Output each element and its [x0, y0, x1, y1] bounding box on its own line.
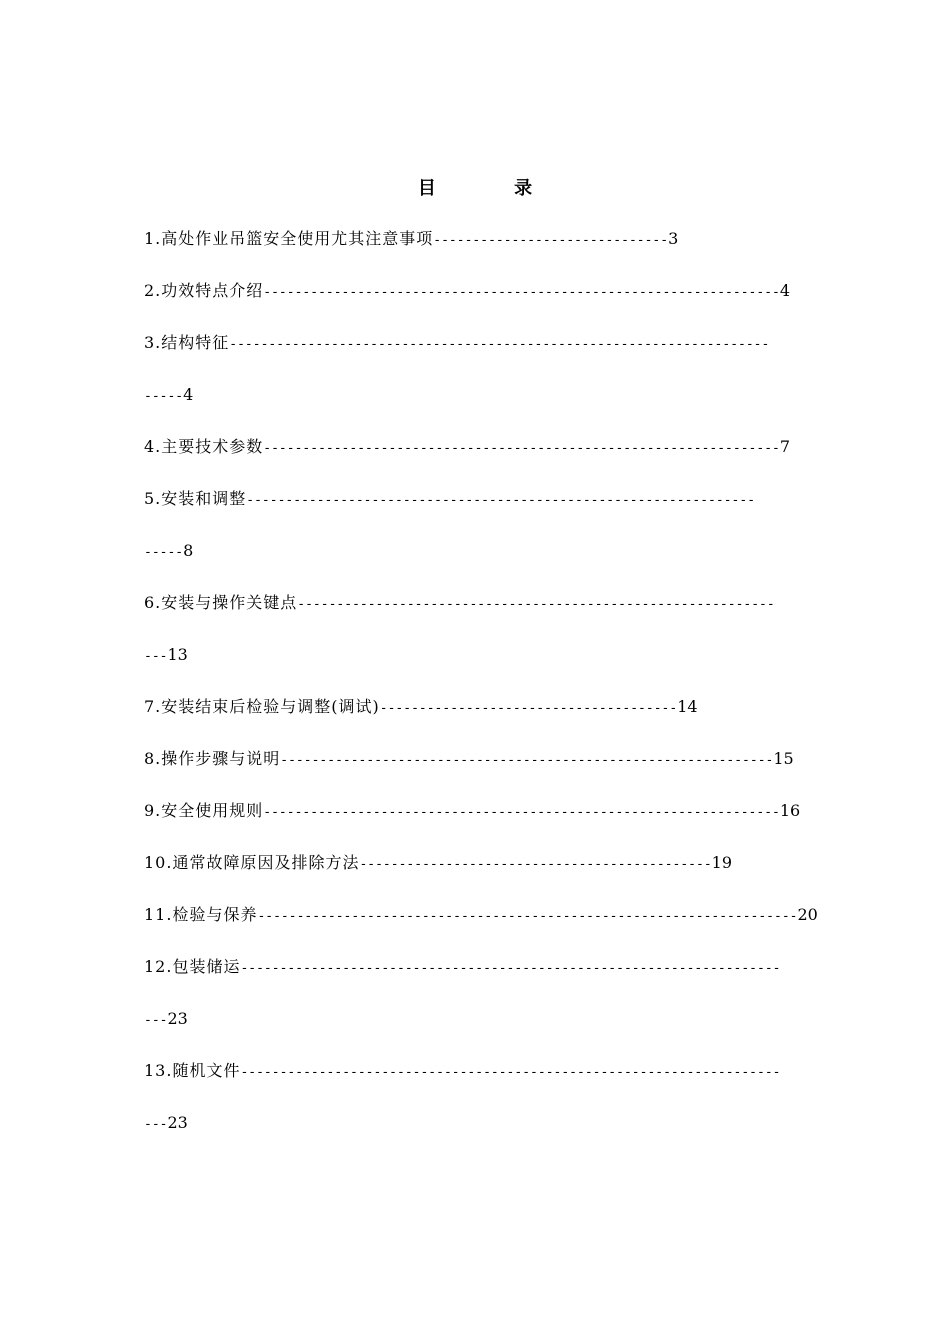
toc-entry-7[interactable]	[144, 694, 844, 746]
toc-leader-dots: ---------------------------------------------------------------	[280, 753, 774, 768]
toc-title: 目 录	[417, 178, 569, 199]
toc-entry-text: 13.随机文件	[144, 1061, 241, 1080]
toc-page-number: 3	[668, 229, 679, 248]
toc-page-number: 16	[779, 801, 801, 820]
toc-entry-10[interactable]	[144, 850, 844, 902]
toc-page-number: 14	[677, 697, 698, 716]
toc-page-number: 20	[797, 905, 818, 924]
table-of-contents	[144, 226, 844, 1162]
toc-entry-text: 12.包装储运	[144, 957, 241, 976]
toc-leader-dots: ------------------------------------------------------------------	[263, 285, 780, 300]
toc-page-number: 8	[183, 541, 194, 560]
toc-page-number: 23	[167, 1009, 188, 1028]
toc-entry-5-continued[interactable]	[144, 538, 844, 590]
toc-entry-4[interactable]	[144, 434, 844, 486]
toc-entry-text: 5.安装和调整	[144, 489, 247, 508]
toc-leader-dots: ---------------------------------------------------------------------	[229, 337, 770, 352]
toc-leader-dots: ------------------------------------------------------------------	[263, 805, 780, 820]
toc-leader-dots: -----------------------------------------------------------------	[246, 493, 756, 508]
toc-entry-6-continued[interactable]	[144, 642, 844, 694]
toc-entry-11[interactable]	[144, 902, 844, 954]
toc-entry-text: 1.高处作业吊篮安全使用尤其注意事项	[144, 229, 434, 248]
toc-entry-12-continued[interactable]	[144, 1006, 844, 1058]
toc-page-number: 7	[779, 437, 791, 456]
toc-entry-9[interactable]	[144, 798, 844, 850]
toc-entry-6[interactable]	[144, 590, 844, 642]
toc-entry-3-continued[interactable]	[144, 382, 844, 434]
toc-entry-5[interactable]	[144, 486, 844, 538]
toc-page-number: 15	[773, 749, 794, 768]
toc-entry-text: 8.操作步骤与说明	[144, 749, 281, 768]
toc-entry-text: 6.安装与操作关键点	[144, 593, 298, 612]
toc-page-number: 4	[183, 385, 194, 404]
toc-leader-dots: ------------------------------	[433, 233, 669, 248]
toc-entry-text: 10.通常故障原因及排除方法	[144, 853, 360, 872]
toc-page-number: 13	[167, 645, 188, 664]
toc-entry-3[interactable]	[144, 330, 844, 382]
toc-entry-13-continued[interactable]	[144, 1110, 844, 1162]
toc-entry-text: 4.主要技术参数	[144, 437, 264, 456]
toc-leader-dots: ---------------------------------------------	[359, 857, 712, 872]
toc-entry-text: 11.检验与保养	[144, 905, 258, 924]
toc-page-number: 4	[779, 281, 791, 300]
toc-leader-dots: ---	[144, 1013, 168, 1028]
toc-leader-dots: -----	[144, 545, 184, 560]
toc-page-number: 23	[167, 1113, 188, 1132]
toc-leader-dots: --------------------------------------	[379, 701, 678, 716]
toc-entry-text: 7.安装结束后检验与调整(调试)	[144, 697, 380, 716]
toc-leader-dots: ---------------------------------------------------------------------	[257, 909, 798, 924]
toc-leader-dots: ------------------------------------------------------------------	[263, 441, 780, 456]
toc-leader-dots: ---------------------------------------------------------------------	[240, 961, 781, 976]
toc-entry-text: 2.功效特点介绍	[144, 281, 264, 300]
toc-leader-dots: ---	[144, 1117, 168, 1132]
toc-leader-dots: ---------------------------------------------------------------------	[240, 1065, 781, 1080]
toc-entry-text: 3.结构特征	[144, 333, 230, 352]
toc-entry-text: 9.安全使用规则	[144, 801, 264, 820]
toc-leader-dots: -------------------------------------------------------------	[297, 597, 775, 612]
toc-page-number: 19	[711, 853, 733, 872]
toc-entry-13[interactable]	[144, 1058, 844, 1110]
toc-entry-12[interactable]	[144, 954, 844, 1006]
toc-entry-8[interactable]	[144, 746, 844, 798]
toc-leader-dots: -----	[144, 389, 184, 404]
toc-entry-2[interactable]	[144, 278, 844, 330]
toc-entry-1[interactable]	[144, 226, 844, 278]
toc-leader-dots: ---	[144, 649, 168, 664]
